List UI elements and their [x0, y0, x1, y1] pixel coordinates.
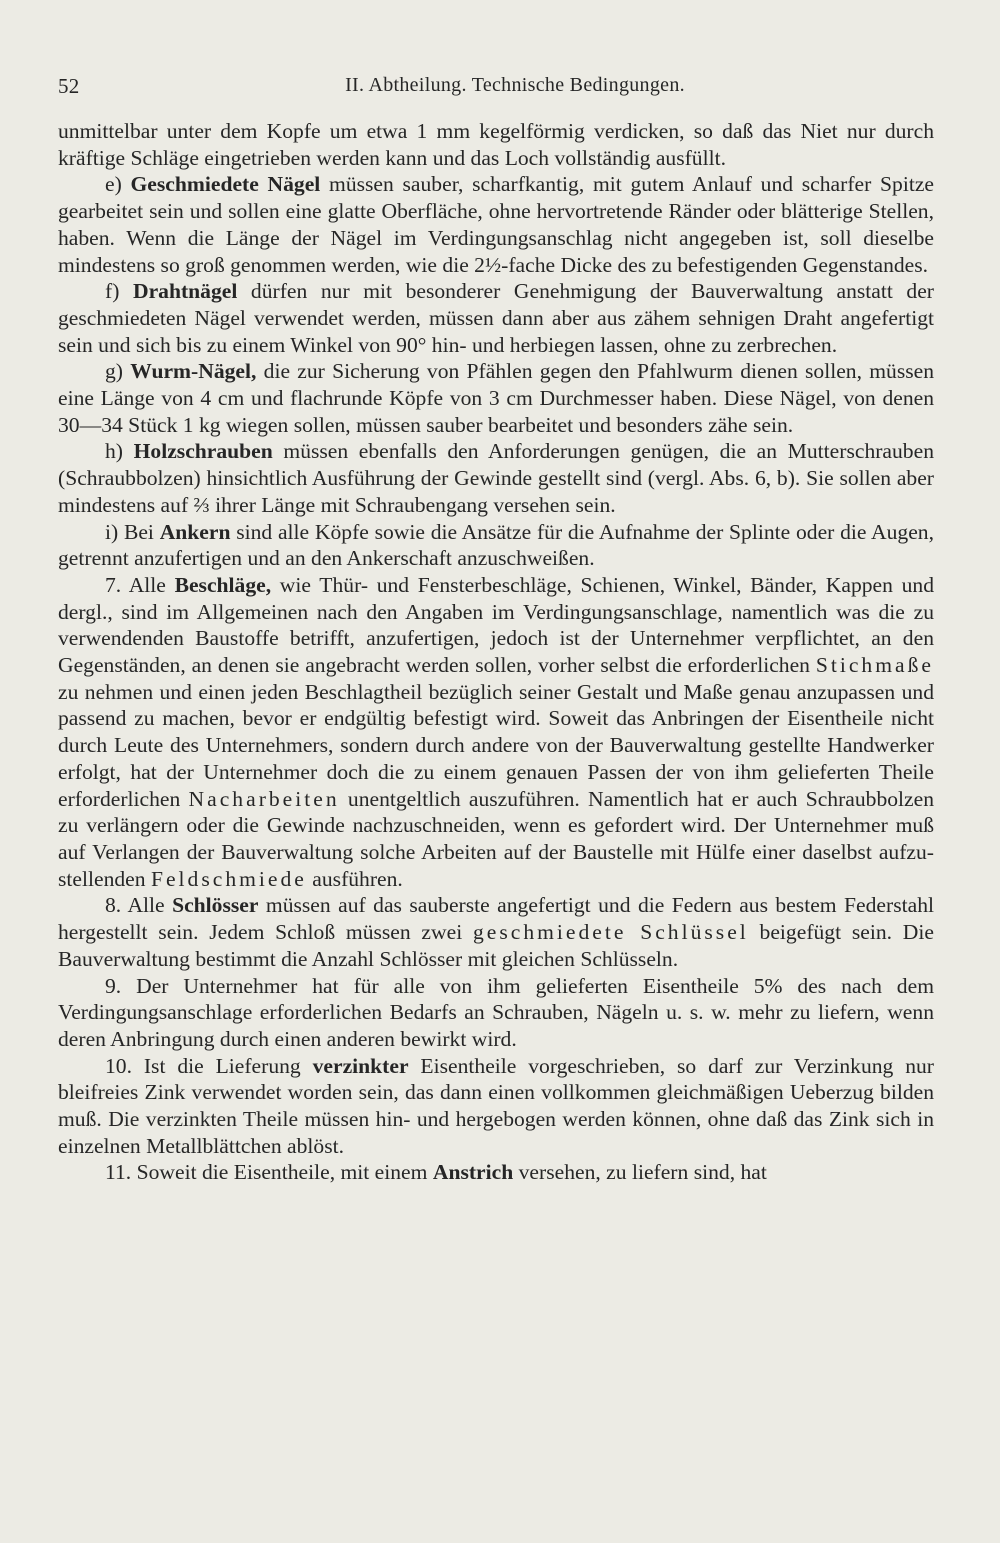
paragraph-11-anstrich: [58, 1159, 934, 1186]
paragraph-text: versehen, zu liefern sind, hat: [513, 1160, 767, 1185]
keyword-bold: Ankern: [159, 519, 231, 544]
paragraph-text: i) Bei: [105, 519, 160, 544]
spaced-emphasis: Stichmaße: [815, 653, 934, 678]
paragraph-text: wie Thür- und Fensterbeschläge, Schienen, Winkel, Bänder, Kappen und dergl., sind im Allgemeinen nach den Angaben im Verdingungsanschlage, namentlich was die zu verwendenden Baustoffe betrifft, anzufertigen, jedoch ist der Unternehmer verpflichtet, an den Gegenständen, an denen sie angebracht werden sollen, vorher selbst die erforderlichen: [58, 572, 934, 678]
paragraph-text: müssen ebenfalls den Anforderungen genügen, die an Mutterschrauben (Schraubbolzen) hinsichtlich Ausführung der Gewinde gestellt sind (vergl. Abs. 6, b). Sie sollen aber mindestens auf ⅔ ihrer Länge mit Schraubengang versehen sein.: [58, 439, 934, 517]
paragraph-text: 8. Alle: [105, 893, 173, 918]
paragraph-text: ausführen.: [306, 866, 403, 891]
keyword-bold: Anstrich: [432, 1160, 514, 1185]
keyword-bold: verzinkter: [312, 1053, 409, 1078]
paragraph-f-drahtnaegel: [58, 278, 934, 358]
paragraph-text: die zur Sicherung von Pfählen gegen den Pfahlwurm dienen sollen, müssen eine Länge von 4 cm und flachrunde Köpfe von 3 cm Durchmesser haben. Diese Nägel, von denen 30—34 Stück 1 kg wiegen sollen, müssen sauber bearbeitet und besonders zähe sein.: [58, 359, 935, 437]
paragraph-text: unmittelbar unter dem Kopfe um etwa 1 mm kegelförmig verdicken, so daß das Niet nur durch kräftige Schläge eingetrieben werden kann und das Loch vollständig ausfüllt.: [58, 119, 934, 170]
paragraph-i-ankern: [58, 519, 934, 572]
paragraph-text: 10. Ist die Lieferung: [105, 1053, 313, 1078]
paragraph-text: g): [105, 359, 131, 384]
running-head: II. Abtheilung. Technische Bedingungen.: [345, 74, 685, 96]
body-text: [58, 118, 934, 1186]
paragraph-g-wurm-naegel: [58, 358, 934, 438]
keyword-bold: Schlösser: [172, 893, 259, 918]
paragraph-9-mehrlieferung: [58, 973, 934, 1053]
paragraph-text: sind alle Köpfe sowie die Ansätze für die Aufnahme der Splinte oder die Augen, getrennt anzufertigen und an den Ankerschaft anzuschweißen.: [58, 519, 934, 571]
keyword-bold: Drahtnägel: [132, 279, 238, 304]
spaced-emphasis: geschmiedete Schlüssel: [472, 920, 749, 945]
paragraph-text: müssen auf das sauberste angefertigt und die Federn aus bestem Federstahl hergestellt sein. Jedem Schloß müssen zwei: [58, 893, 934, 945]
paragraph-text: beigefügt sein. Die Bauverwaltung bestimmt die Anzahl Schlösser mit gleichen Schlüsseln.: [58, 920, 934, 971]
paragraph-text: 11. Soweit die Eisentheile, mit einem: [105, 1160, 433, 1185]
paragraph-text: Eisentheile vorgeschrieben, so darf zur Verzinkung nur bleifreies Zink verwendet worden sein, das dann einen vollkommen gleichmäßigen Ueberzug bilden muß. Die verzinkten Theile müssen hin- und hergebogen werden können, ohne daß das Zink sich in einzelnen Metallblättchen ablöst.: [58, 1053, 934, 1158]
paragraph-text: f): [105, 279, 133, 304]
paragraph-8-schloesser: [58, 892, 934, 972]
spaced-emphasis: Nacharbeiten: [188, 786, 340, 811]
paragraph-text: h): [105, 439, 134, 464]
paragraph-text: dürfen nur mit besonderer Genehmigung der Bauverwaltung anstatt der geschmiedeten Nägel verwendet werden, müssen dann aber aus zähem sehnigen Draht angefertigt sein und sich bis zu einem Winkel von 90° hin- und herbiegen lassen, ohne zu zerbrechen.: [58, 279, 934, 357]
keyword-bold: Wurm-Nägel,: [130, 359, 257, 384]
page-header: [58, 74, 942, 102]
paragraph-text: unentgeltlich auszuführen. Namentlich hat er auch Schraubbolzen zu verlängern oder die Gewinde nachzuschneiden, wenn es gefordert wird. Der Unternehmer muß auf Verlangen der Bauverwaltung solche Arbeiten auf der Baustelle mit Hülfe einer daselbst aufzustellenden: [58, 786, 935, 891]
paragraph-h-holzschrauben: [58, 438, 934, 518]
page-number: 52: [58, 74, 80, 98]
paragraph-10-verzinkung: [58, 1053, 934, 1160]
paragraph-continuation: [58, 118, 934, 171]
spaced-emphasis: Feldschmiede: [150, 866, 307, 891]
paragraph-7-beschlaege: [58, 572, 934, 892]
paragraph-text: müssen sauber, scharfkantig, mit gutem Anlauf und scharfer Spitze gearbeitet sein und sollen eine glatte Oberfläche, ohne hervortretende Ränder oder blätterige Stellen, haben. Wenn die Länge der Nägel im Verdingungsanschlag nicht angegeben ist, soll dieselbe mindestens so groß genommen werden, wie die 2½-fache Dicke des zu befestigenden Gegenstandes.: [58, 172, 934, 277]
paragraph-text: zu nehmen und einen jeden Beschlagtheil bezüglich seiner Gestalt und Maße genau anzupassen und passend zu machen, bevor er endgültig befestigt wird. Soweit das Anbringen der Eisentheile nicht durch Leute des Unternehmers, sondern durch andere von der Bauverwaltung gestellte Handwerker erfolgt, hat der Unternehmer doch die zu einem genauen Passen der von ihm gelieferten Theile erforderlichen: [58, 679, 934, 811]
paragraph-text: 9. Der Unternehmer hat für alle von ihm gelieferten Eisentheile 5% des nach dem Verdingungsanschlage erforderlichen Bedarfs an Schrauben, Nägeln u. s. w. mehr zu liefern, wenn deren Anbringung durch einen anderen bewirkt wird.: [58, 973, 934, 1051]
paragraph-text: 7. Alle: [105, 572, 175, 597]
keyword-bold: Holzschrauben: [133, 439, 273, 464]
keyword-bold: Geschmiedete Nägel: [130, 172, 321, 197]
paragraph-e-geschmiedete-naegel: [58, 171, 934, 278]
keyword-bold: Beschläge,: [174, 572, 272, 597]
paragraph-text: e): [105, 172, 131, 197]
